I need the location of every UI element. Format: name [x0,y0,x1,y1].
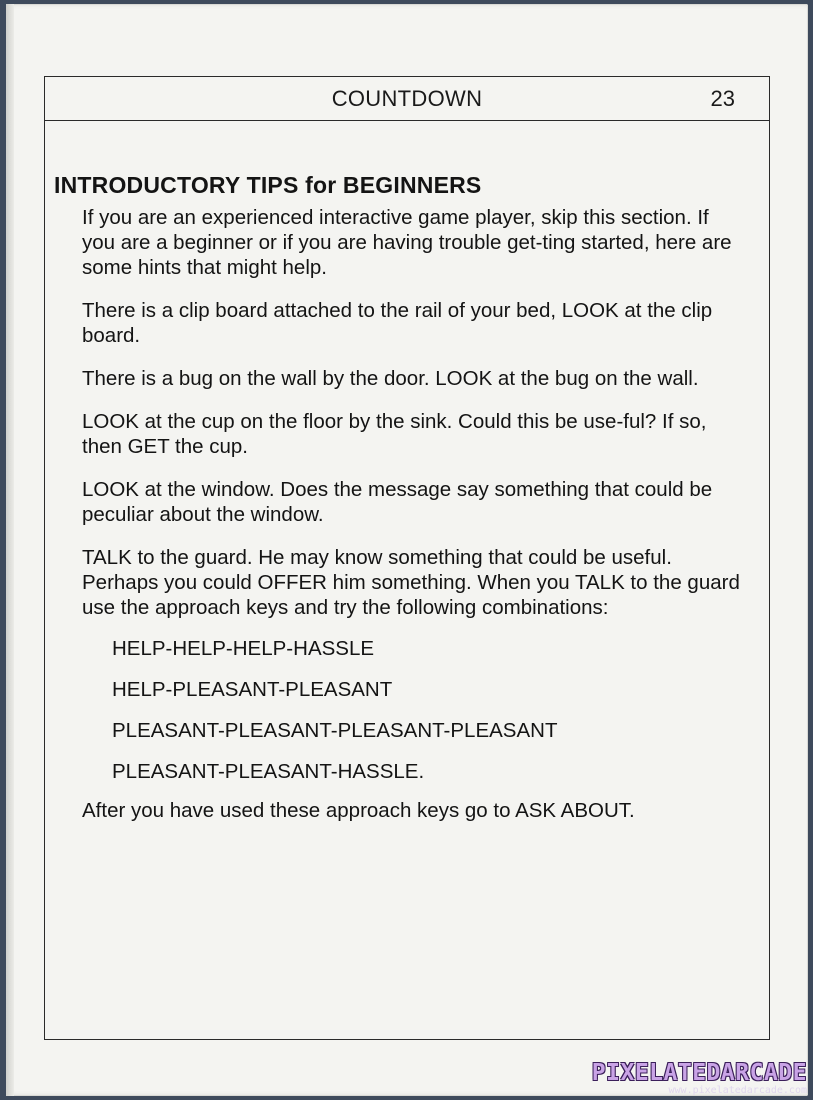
combination-item: PLEASANT-PLEASANT-HASSLE. [112,760,425,783]
combination-item: PLEASANT-PLEASANT-PLEASANT-PLEASANT [112,719,558,742]
section-heading: INTRODUCTORY TIPS for BEGINNERS [54,172,482,198]
manual-page [6,4,808,1096]
combination-item: HELP-HELP-HELP-HASSLE [112,637,375,660]
paragraph-closing: After you have used these approach keys go to ASK ABOUT. [82,799,635,822]
watermark-name: PIXELATEDARCADE [591,1060,807,1086]
page-number: 23 [710,86,735,111]
paragraph-cup: LOOK at the cup on the floor by the sink. Could this be use-ful? If so, then GET the cup. [82,410,707,458]
paragraph-bug: There is a bug on the wall by the door. LOOK at the bug on the wall. [82,367,699,390]
section-content [54,172,754,841]
paragraph-guard: TALK to the guard. He may know something that could be useful. Perhaps you could OFFER him something. When you TALK to the guard use the approach keys and try the following combinations: [82,546,740,619]
paragraph-intro: If you are an experienced interactive game player, skip this section. If you are a beginner or if you are having trouble get-ting started, here are some hints that might help. [82,206,732,279]
combination-item: HELP-PLEASANT-PLEASANT [112,678,393,701]
page-header [45,77,769,121]
page-spine [6,4,14,1096]
site-watermark [592,1061,807,1096]
page-title: COUNTDOWN [331,86,483,111]
approach-combinations-list [112,636,754,784]
paragraph-clipboard: There is a clip board attached to the rail of your bed, LOOK at the clip board. [82,299,713,347]
paragraph-window: LOOK at the window. Does the message say something that could be peculiar about the window. [82,478,713,526]
watermark-url: www.pixelatedarcade.com [668,1085,807,1096]
